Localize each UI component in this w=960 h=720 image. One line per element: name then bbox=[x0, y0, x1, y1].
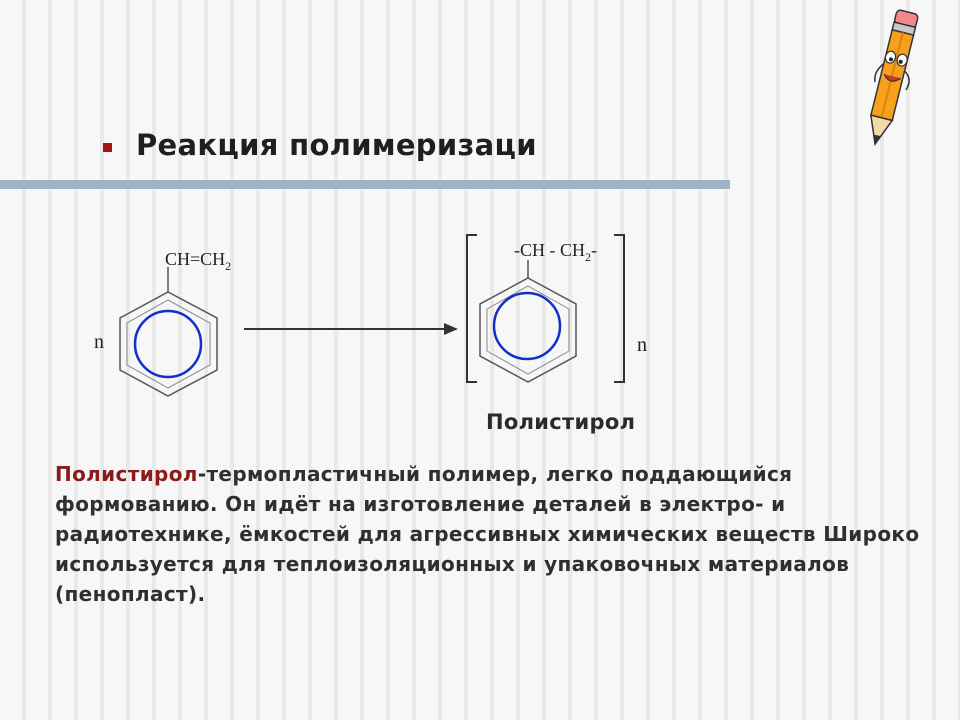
polymerization-diagram bbox=[0, 220, 700, 400]
product-caption: Полистирол bbox=[486, 410, 636, 434]
highlighted-term: Полистирол bbox=[55, 462, 198, 486]
reaction-arrow bbox=[244, 323, 458, 335]
polystyrene-unit bbox=[467, 235, 647, 382]
aromatic-ring-circle bbox=[135, 311, 201, 377]
left-bracket bbox=[467, 235, 477, 382]
product-index: n bbox=[637, 334, 647, 356]
styrene-molecule bbox=[94, 249, 231, 396]
description-text: -термопластичный полимер, легко поддающийся формованию. Он идёт на изготовление деталей в электро- и радиотехнике, ёмкостей для агрессивных химических веществ Широко используется для теплоизоляционных и упаковочных материалов (пенопласт). bbox=[55, 462, 920, 606]
reactant-coefficient: n bbox=[94, 331, 104, 353]
title-underline bbox=[0, 180, 730, 189]
description-paragraph bbox=[55, 459, 940, 609]
product-chain-group: $-CH - CH_2-$ bbox=[514, 240, 597, 264]
slide-title: Реакция полимеризаци bbox=[136, 128, 537, 162]
right-bracket bbox=[614, 235, 624, 382]
reactant-vinyl-group: $CH=CH_2$ bbox=[165, 249, 232, 273]
title-bullet bbox=[103, 143, 112, 152]
aromatic-ring-circle bbox=[494, 293, 560, 359]
cartoon-pencil-icon bbox=[856, 6, 926, 154]
